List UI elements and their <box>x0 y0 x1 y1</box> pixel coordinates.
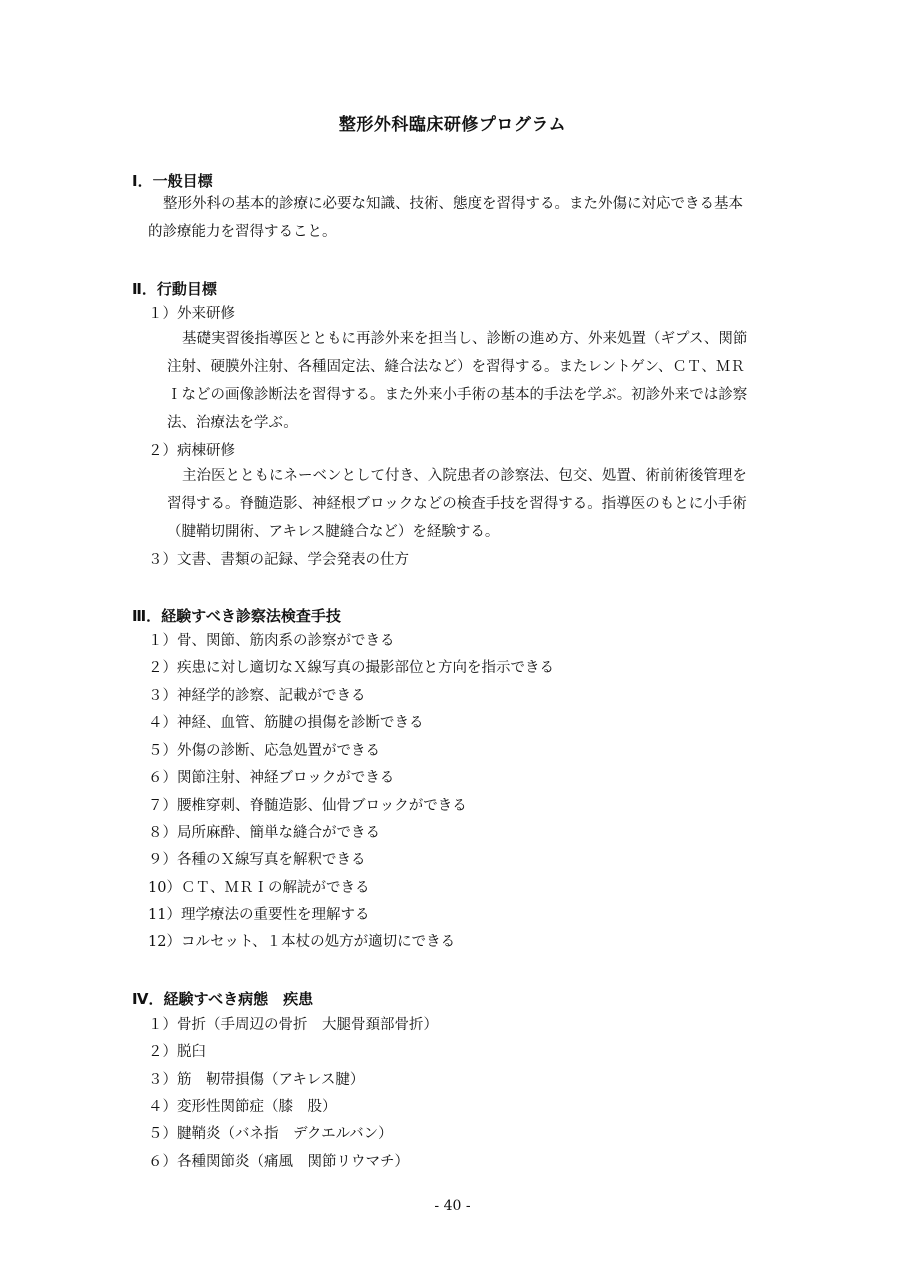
page-title: 整形外科臨床研修プログラム <box>338 115 567 135</box>
section-3-item-6: ６）関節注射、神経ブロックができる <box>148 770 395 786</box>
section-3-item-4: ４）神経、血管、筋腱の損傷を診断できる <box>148 715 424 731</box>
section-2-sub2-line-2: 習得する。脊髄造影、神経根ブロックなどの検査手技を習得する。指導医のもとに小手術 <box>167 496 747 512</box>
section-3-item-11: 11）理学療法の重要性を理解する <box>148 907 370 923</box>
section-2-sub2-line-3: （腱鞘切開術、アキレス腱縫合など）を経験する。 <box>167 524 500 540</box>
section-3-item-7: ７）腰椎穿刺、脊髄造影、仙骨ブロックができる <box>148 798 467 814</box>
section-2-sub3-label: ３）文書、書類の記録、学会発表の仕方 <box>148 552 409 568</box>
section-1-heading: Ⅰ．一般目標 <box>132 172 213 190</box>
section-4-item-1: １）骨折（手周辺の骨折 大腿骨頚部骨折） <box>148 1017 438 1033</box>
section-3-item-10: 10）ＣＴ、ＭＲＩの解読ができる <box>148 880 370 896</box>
section-2-sub2-line-1: 主治医とともにネーベンとして付き、入院患者の診察法、包交、処置、術前術後管理を <box>182 468 747 484</box>
section-2-sub1-line-2: 注射、硬膜外注射、各種固定法、縫合法など）を習得する。またレントゲン、ＣＴ、ＭＲ <box>167 359 745 375</box>
section-2-heading: Ⅱ．行動目標 <box>132 280 217 298</box>
section-4-item-2: ２）脱臼 <box>148 1044 206 1060</box>
section-1-line-1: 整形外科の基本的診療に必要な知識、技術、態度を習得する。また外傷に対応できる基本 <box>163 196 743 212</box>
section-1-line-2: 的診療能力を習得すること。 <box>148 224 337 240</box>
section-4-item-6: ６）各種関節炎（痛風 関節リウマチ） <box>148 1154 409 1170</box>
section-3-item-2: ２）疾患に対し適切なＸ線写真の撮影部位と方向を指示できる <box>148 660 554 676</box>
section-3-item-9: ９）各種のＸ線写真を解釈できる <box>148 852 366 868</box>
section-2-sub1-label: １）外来研修 <box>148 306 235 322</box>
section-3-item-3: ３）神経学的診察、記載ができる <box>148 688 366 704</box>
section-2-sub2-label: ２）病棟研修 <box>148 443 235 459</box>
section-4-heading: Ⅳ．経験すべき病態 疾患 <box>132 990 314 1008</box>
page-number: - 40 - <box>434 1198 471 1214</box>
section-3-item-8: ８）局所麻酔、簡単な縫合ができる <box>148 825 380 841</box>
section-4-item-5: ５）腱鞘炎（バネ指 デクエルバン） <box>148 1126 393 1142</box>
section-2-sub1-line-4: 法、治療法を学ぶ。 <box>167 415 298 431</box>
section-4-item-4: ４）変形性関節症（膝 股） <box>148 1099 337 1115</box>
section-3-item-12: 12）コルセット、１本杖の処方が適切にできる <box>148 934 456 950</box>
section-3-item-1: １）骨、関節、筋肉系の診察ができる <box>148 633 395 649</box>
section-2-sub1-line-3: Ｉなどの画像診断法を習得する。また外来小手術の基本的手法を学ぶ。初診外来では診察 <box>167 387 748 403</box>
section-4-item-3: ３）筋 靭帯損傷（アキレス腱） <box>148 1072 365 1088</box>
section-3-item-5: ５）外傷の診断、応急処置ができる <box>148 743 380 759</box>
section-3-heading: Ⅲ．経験すべき診察法検査手技 <box>132 607 341 625</box>
section-2-sub1-line-1: 基礎実習後指導医とともに再診外来を担当し、診断の進め方、外来処置（ギプス、関節 <box>182 331 748 347</box>
